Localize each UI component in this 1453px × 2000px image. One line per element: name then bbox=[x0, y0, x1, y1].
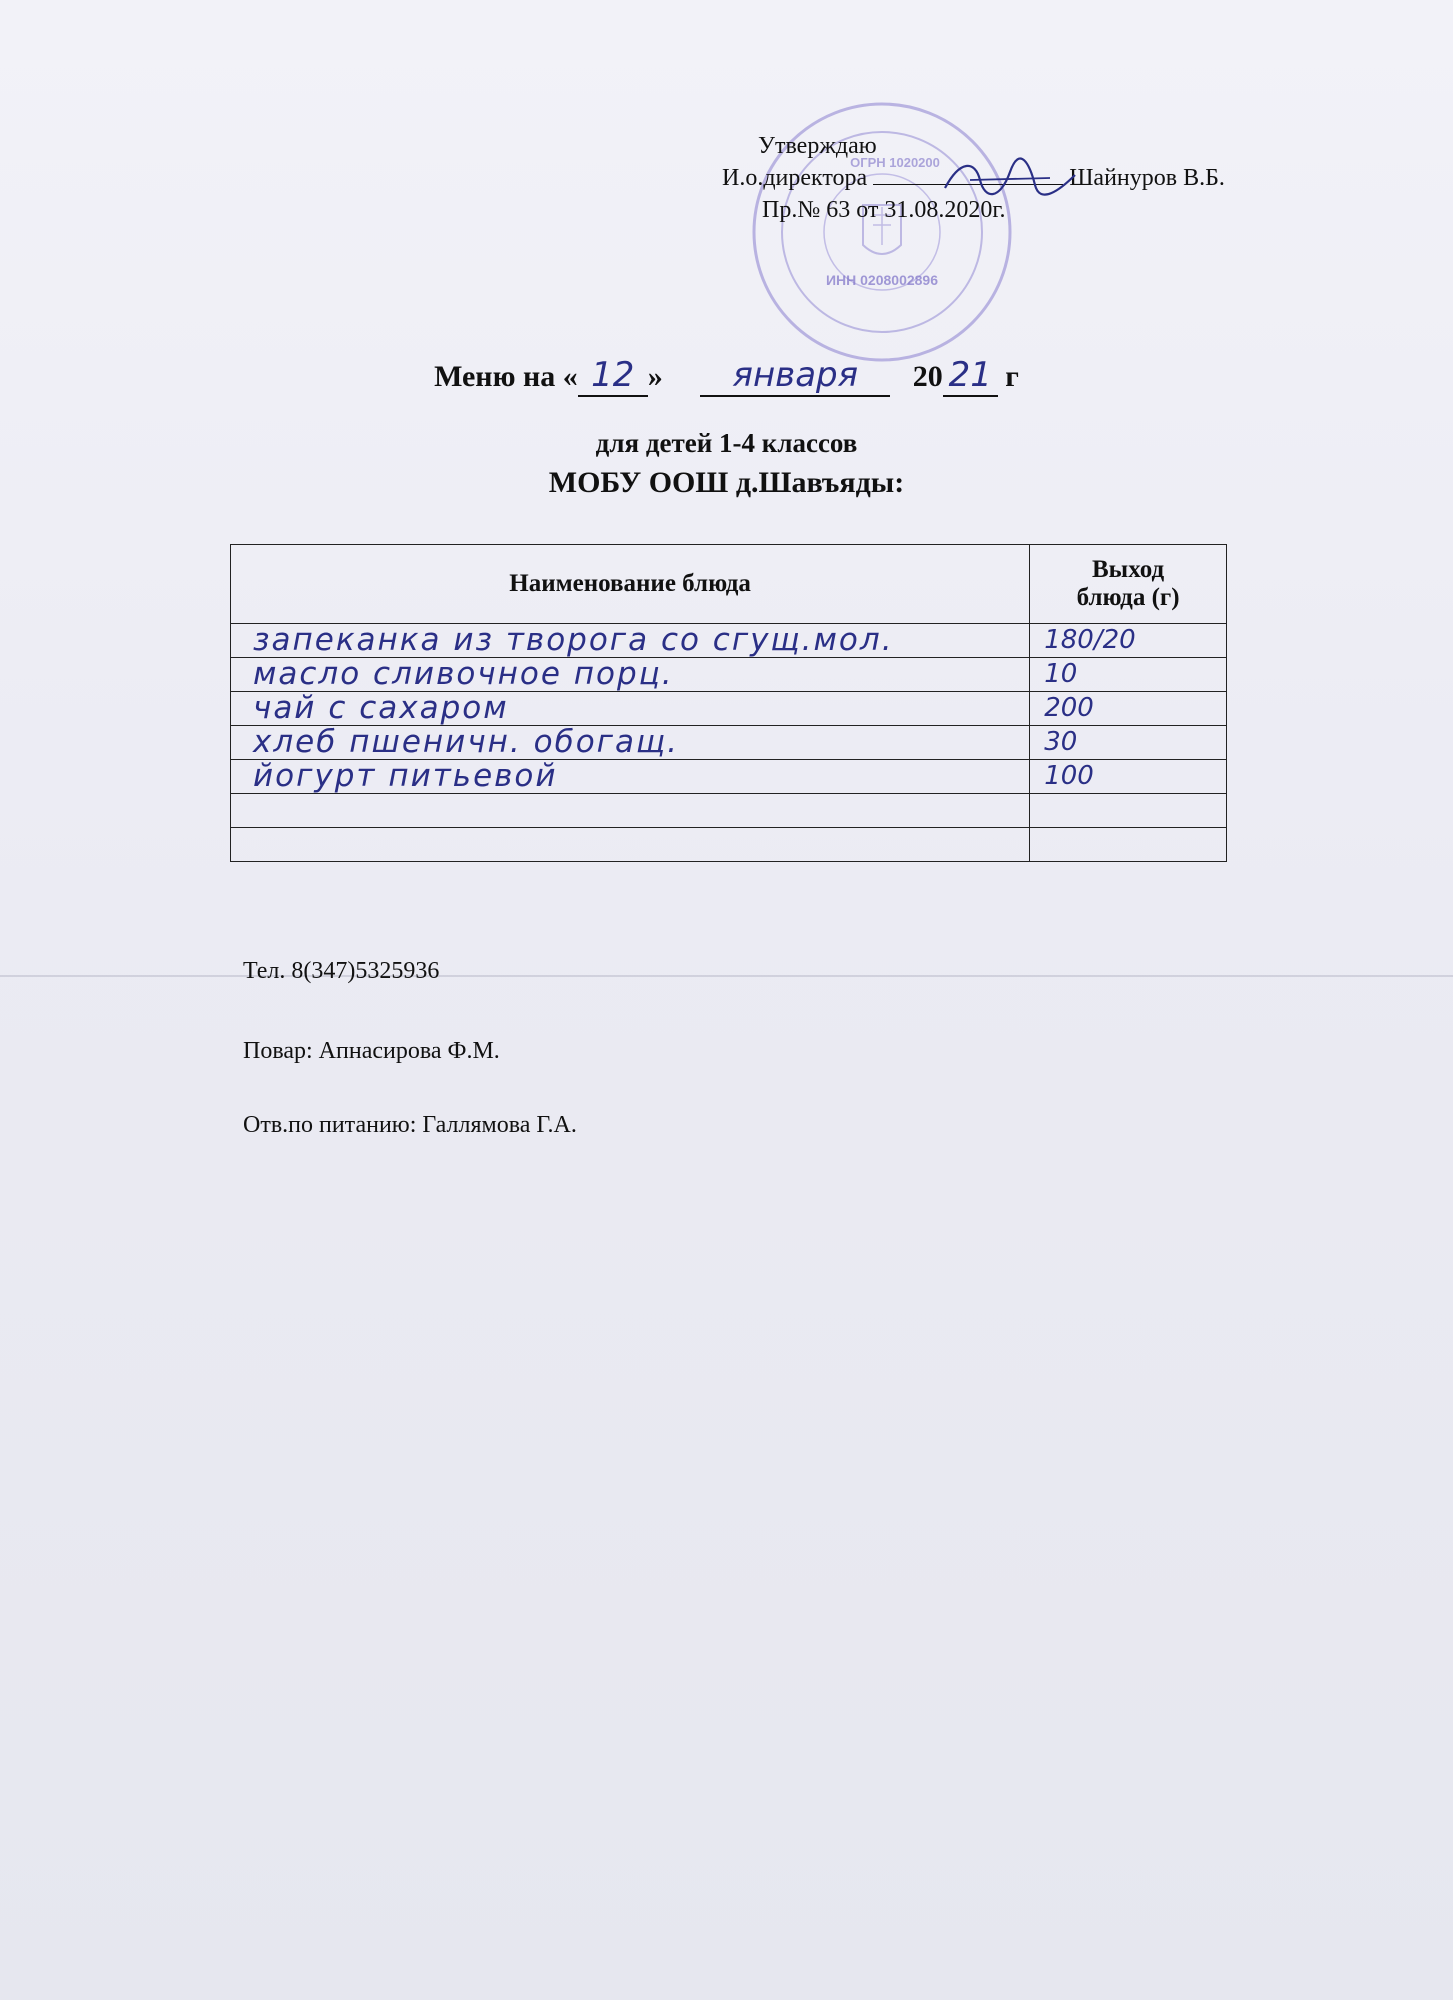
dish-yield bbox=[1030, 794, 1227, 828]
dish-yield bbox=[1030, 828, 1227, 862]
seal-inn: ИНН 0208002896 bbox=[825, 272, 939, 288]
table-header-row bbox=[231, 545, 1227, 624]
dish-name: масло сливочное порц. bbox=[231, 658, 1030, 692]
title-month: января bbox=[700, 355, 890, 397]
approval-heading: Утверждаю bbox=[758, 133, 877, 159]
title-quote-close: » bbox=[647, 360, 663, 393]
table-row bbox=[231, 726, 1227, 760]
menu-title bbox=[0, 355, 1453, 397]
footer-phone: Тел. 8(347)5325936 bbox=[243, 958, 440, 984]
subtitle-school: МОБУ ООШ д.Шавъяды: bbox=[548, 466, 905, 499]
dish-yield: 10 bbox=[1030, 658, 1227, 692]
paper-fold bbox=[0, 975, 1453, 977]
dish-name: чай с сахаром bbox=[231, 692, 1030, 726]
seal-ogrn: ОГРН 1020200 bbox=[850, 155, 940, 170]
table-row bbox=[231, 624, 1227, 658]
header-yield-line2: блюда (г) bbox=[1076, 584, 1180, 611]
header-yield-line1: Выход bbox=[1092, 556, 1165, 583]
table-row bbox=[231, 794, 1227, 828]
subtitle-classes: для детей 1-4 классов bbox=[595, 428, 858, 458]
director-label: И.о.директора bbox=[722, 165, 868, 191]
footer-responsible: Отв.по питанию: Галлямова Г.А. bbox=[243, 1112, 577, 1138]
dish-yield: 180/20 bbox=[1030, 624, 1227, 658]
header-dish-name: Наименование блюда bbox=[231, 545, 1030, 624]
dish-name: хлеб пшеничн. обогащ. bbox=[231, 726, 1030, 760]
director-name: Шайнуров В.Б. bbox=[1069, 165, 1225, 191]
menu-table bbox=[230, 544, 1227, 862]
dish-name bbox=[231, 794, 1030, 828]
footer-cook: Повар: Апнасирова Ф.М. bbox=[243, 1038, 500, 1064]
title-year-prefix: 20 bbox=[912, 360, 943, 393]
dish-name: запеканка из творога со сгущ.мол. bbox=[231, 624, 1030, 658]
title-suffix: г bbox=[1005, 360, 1019, 393]
dish-yield: 30 bbox=[1030, 726, 1227, 760]
title-year-suffix: 21 bbox=[943, 355, 998, 397]
table-row bbox=[231, 692, 1227, 726]
dish-yield: 100 bbox=[1030, 760, 1227, 794]
dish-name: йогурт питьевой bbox=[231, 760, 1030, 794]
dish-name bbox=[231, 828, 1030, 862]
table-row bbox=[231, 760, 1227, 794]
table-row bbox=[231, 828, 1227, 862]
title-day: 12 bbox=[578, 355, 648, 397]
dish-yield: 200 bbox=[1030, 692, 1227, 726]
table-row bbox=[231, 658, 1227, 692]
director-signature bbox=[940, 150, 1080, 210]
approval-order: Пр.№ 63 от 31.08.2020г. bbox=[762, 197, 1006, 223]
header-yield bbox=[1030, 545, 1227, 624]
title-prefix: Меню на « bbox=[434, 360, 578, 393]
